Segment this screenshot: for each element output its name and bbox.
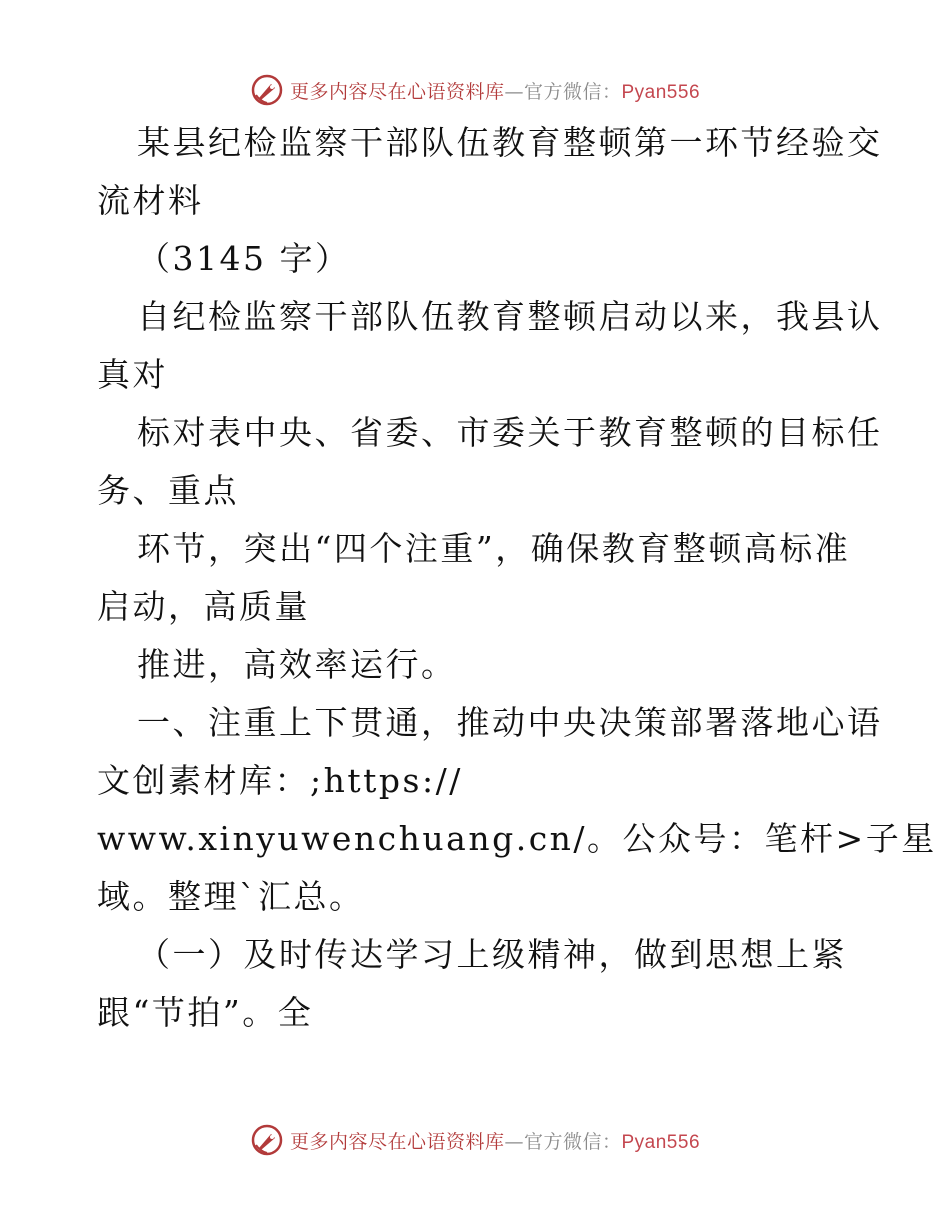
paragraph-line: 文创素材库：;https:// [97,761,463,800]
paragraph-line: www.xinyuwenchuang.cn/。公众号：笔杆>子星 [97,819,937,858]
paragraph-line: 环节，突出“四个注重”，确保教育整顿高标准 [137,529,851,568]
watermark-dash: — [504,1130,524,1153]
word-count: （3145 字） [137,239,351,278]
paragraph-line: 跟“节拍”。全 [97,993,314,1032]
subsection-heading: （一）及时传达学习上级精神，做到思想上紧 [137,935,847,974]
section-heading: 一、注重上下贯通，推动中央决策部署落地心语 [137,703,883,742]
watermark-site-name: 更多内容尽在心语资料库 [289,80,505,103]
pen-nib-logo-icon [250,73,284,107]
pen-nib-logo-icon [250,1123,284,1157]
watermark-wechat-label: 官方微信： [523,1130,622,1153]
watermark-text [290,77,700,104]
document-title-line-2: 流材料 [97,181,204,220]
watermark-site-name: 更多内容尽在心语资料库 [289,1130,505,1153]
watermark-wechat-label: 官方微信： [523,80,622,103]
watermark-wechat-id: Pyan556 [621,1131,701,1153]
paragraph-line: 域。整理`汇总。 [97,877,365,916]
watermark-wechat-id: Pyan556 [621,81,701,103]
footer-watermark [0,1120,950,1160]
paragraph-line: 标对表中央、省委、市委关于教育整顿的目标任 [137,413,883,452]
watermark-dash: — [504,80,524,103]
paragraph-line: 推进，高效率运行。 [137,645,457,684]
paragraph-line: 务、重点 [97,471,239,510]
document-title-line-1: 某县纪检监察干部队伍教育整顿第一环节经验交 [137,123,883,162]
paragraph-line: 启动，高质量 [97,587,310,626]
watermark-text [290,1127,700,1154]
header-watermark [0,70,950,110]
paragraph-line: 自纪检监察干部队伍教育整顿启动以来，我县认 [137,297,883,336]
paragraph-line: 真对 [97,355,168,394]
